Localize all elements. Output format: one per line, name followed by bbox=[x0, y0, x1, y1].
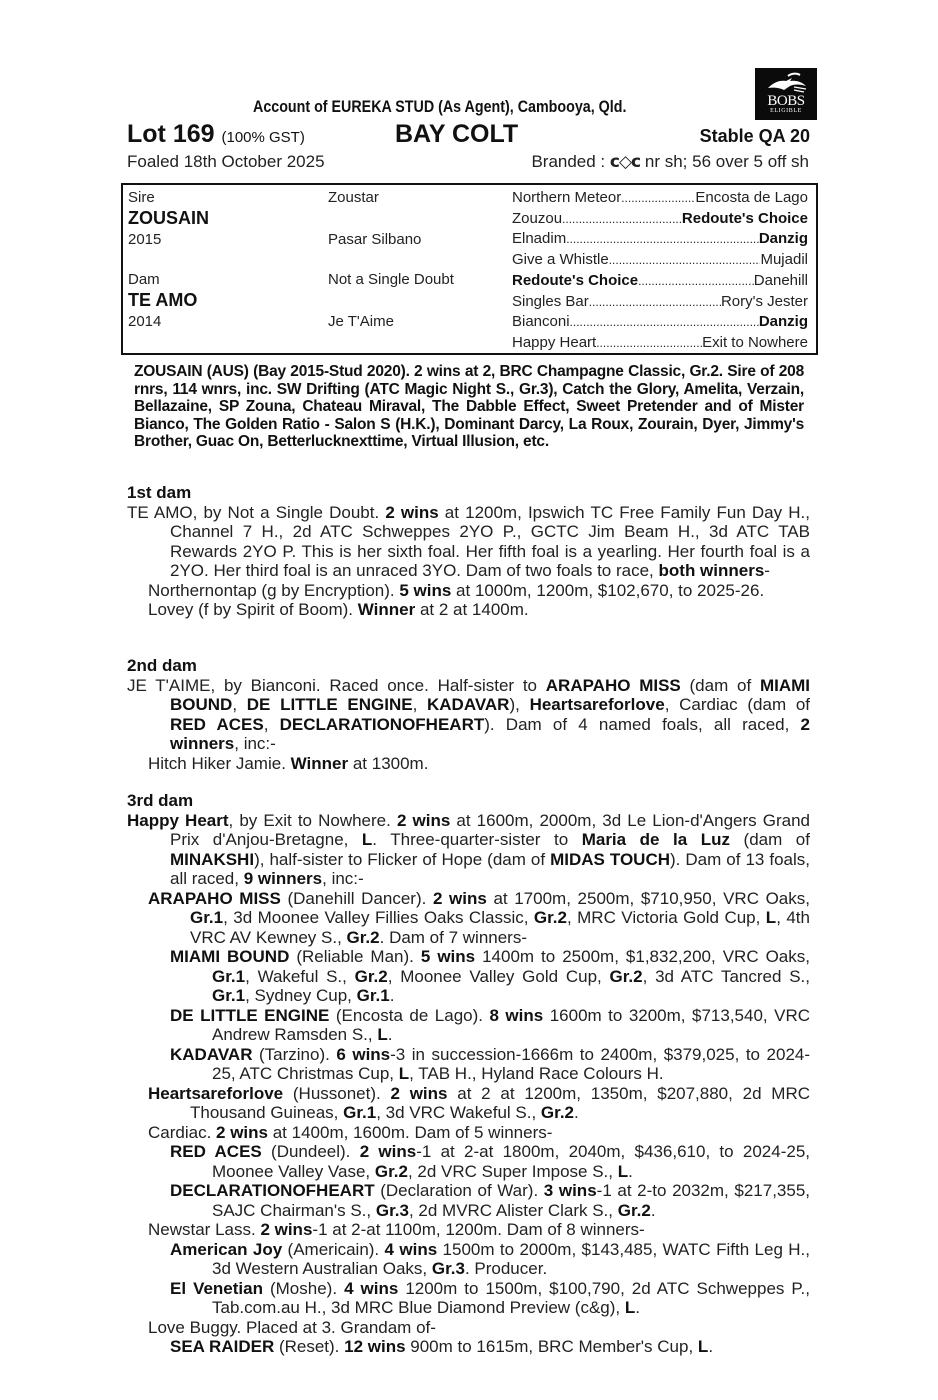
ancestor-row bbox=[512, 230, 808, 247]
progeny-entry: KADAVAR (Tarzino). 6 wins-3 in succession-1666m to 2400m, $379,025, to 2024-25, ATC Christmas Cup, L, TAB H., Hyland Race Colours H. bbox=[170, 1044, 811, 1083]
section-body bbox=[127, 811, 810, 1357]
ancestor-row bbox=[512, 293, 808, 310]
progeny-entry: MIAMI BOUND (Reliable Man). 5 wins 1400m to 2500m, $1,832,200, VRC Oaks, Gr.1, Wakeful S., Gr.2, Moonee Valley Gold Cup, Gr.2, 3d ATC Tancred S., Gr.1, Sydney Cup, Gr.1. bbox=[170, 947, 810, 1005]
progeny-entry: SEA RAIDER (Reset). 12 wins 900m to 1615m, BRC Member's Cup, L. bbox=[170, 1337, 714, 1356]
dam-year: 2014 bbox=[128, 313, 162, 330]
horse-description: BAY COLT bbox=[395, 120, 519, 148]
sire-name: ZOUSAIN bbox=[128, 208, 209, 228]
ancestor-name: Singles Bar bbox=[512, 292, 589, 310]
ancestor-row bbox=[512, 251, 808, 268]
sire-label: Sire bbox=[128, 189, 155, 206]
progeny-entry: Love Buggy. Placed at 3. Grandam of- bbox=[148, 1317, 436, 1337]
progeny-entry: American Joy (Americain). 4 wins 1500m to 2000m, $143,485, WATC Fifth Leg H., 3d Western Australian Oaks, Gr.3. Producer. bbox=[170, 1239, 810, 1278]
sire-dam: Pasar Silbano bbox=[328, 231, 422, 248]
progeny-entry: Northernontap (g by Encryption). 5 wins at 1000m, 1200m, $102,670, to 2025-26. bbox=[148, 580, 765, 600]
ancestor-name: Give a Whistle bbox=[512, 251, 609, 269]
dot-leader bbox=[566, 230, 759, 247]
ancestor-row bbox=[512, 210, 808, 227]
dam-dam: Je T'Aime bbox=[328, 313, 394, 330]
dam-name: TE AMO bbox=[128, 290, 198, 310]
ancestor-name: Happy Heart bbox=[512, 333, 597, 351]
ancestor-sire-name: Exit to Nowhere bbox=[702, 333, 808, 351]
sire-summary: ZOUSAIN (AUS) (Bay 2015-Stud 2020). 2 wins at 2, BRC Champagne Classic, Gr.2. Sire of 208 rnrs, 114 wnrs, inc. SW Drifting (ATC Magic Night S., Gr.3), Catch the Glory, Amelita, Verzain, Bellazaine, SP Zouna, Chateau Miraval, The Dabble Effect, Sweet Pretender and of Mister Bianco, The Golden Ratio - Salon S (H.K.), Dominant Darcy, La Roux, Zourain, Dyer, Jimmy's Brother, Guac On, Betterlucknexttime, Virtual Illusion, etc. bbox=[134, 363, 804, 450]
dam-sire: Not a Single Doubt bbox=[328, 271, 454, 288]
stable-number: Stable QA 20 bbox=[699, 126, 810, 146]
logo-text: BOBS bbox=[767, 93, 805, 109]
dot-leader bbox=[638, 272, 754, 289]
ancestor-sire-name: Danehill bbox=[753, 271, 808, 289]
progeny-entry: DECLARATIONOFHEART (Declaration of War). 3 wins-1 at 2-to 2032m, $217,355, SAJC Chairman's S., Gr.3, 2d MVRC Alister Clark S., Gr.2. bbox=[170, 1181, 811, 1220]
progeny-entry: Lovey (f by Spirit of Boom). Winner at 2 at 1400m. bbox=[148, 600, 529, 619]
ancestor-sire-name: Rory's Jester bbox=[720, 292, 808, 310]
dam-paragraph: Happy Heart, by Exit to Nowhere. 2 wins at 1600m, 2000m, 3d Le Lion-d'Angers Grand Prix d'Anjou-Bretagne, L. Three-quarter-sister to Maria de la Luz (dam of MINAKSHI), half-sister to Flicker of Hope (dam of MIDAS TOUCH). Dam of 13 foals, all raced, 9 winners, inc:- bbox=[127, 810, 810, 888]
section-heading: 3rd dam bbox=[127, 791, 194, 810]
vendor-account: Account of EUREKA STUD (As Agent), Cambooya, Qld. bbox=[253, 97, 627, 116]
sire-sire: Zoustar bbox=[328, 189, 379, 206]
ancestor-name: Zouzou bbox=[512, 209, 563, 227]
dam-paragraph: JE T'AIME, by Bianconi. Raced once. Half-sister to ARAPAHO MISS (dam of MIAMI BOUND, DE LITTLE ENGINE, KADAVAR), Heartsareforlove, Cardiac (dam of RED ACES, DECLARATIONOFHEART). Dam of 4 named foals, all raced, 2 winners, inc:- bbox=[127, 675, 811, 753]
section-2nd-dam bbox=[127, 656, 810, 773]
progeny-entry: DE LITTLE ENGINE (Encosta de Lago). 8 wins 1600m to 3200m, $713,540, VRC Andrew Ramsden S., L. bbox=[170, 1005, 811, 1044]
logo-subtext: ELIGIBLE bbox=[770, 108, 802, 114]
section-heading: 2nd dam bbox=[127, 656, 197, 675]
ancestor-name: Northern Meteor bbox=[512, 189, 622, 206]
dot-leader bbox=[609, 251, 761, 268]
progeny-entry: Hitch Hiker Jamie. Winner at 1300m. bbox=[148, 753, 429, 773]
ancestor-row bbox=[512, 313, 808, 330]
ancestor-sire-name: Danzig bbox=[758, 313, 808, 331]
ancestor-sire-name: Encosta de Lago bbox=[695, 189, 808, 206]
gst-note: (100% GST) bbox=[221, 129, 305, 146]
ancestor-sire-name: Danzig bbox=[758, 230, 808, 248]
section-body bbox=[127, 676, 810, 774]
bobs-eligible-logo bbox=[755, 68, 817, 120]
section-body bbox=[127, 503, 810, 620]
progeny-entry: Cardiac. 2 wins at 1400m, 1600m. Dam of 5 winners- bbox=[148, 1122, 553, 1142]
brand-glyph-icon: c◇c bbox=[609, 152, 641, 172]
branded-label: Branded : bbox=[531, 152, 606, 171]
section-heading: 1st dam bbox=[127, 483, 192, 502]
dot-leader bbox=[562, 210, 682, 227]
ancestor-sire-name: Redoute's Choice bbox=[681, 209, 808, 227]
lot-line bbox=[127, 120, 810, 150]
ancestor-name: Redoute's Choice bbox=[512, 271, 639, 289]
progeny-entry: ARAPAHO MISS (Danehill Dancer). 2 wins at 1700m, 2500m, $710,950, VRC Oaks, Gr.1, 3d Moonee Valley Fillies Oaks Classic, Gr.2, MRC Victoria Gold Cup, L, 4th VRC AV Kewney S., Gr.2. Dam of 7 winners- bbox=[148, 888, 810, 947]
ancestor-row bbox=[512, 334, 808, 351]
ancestor-name: Elnadim bbox=[512, 230, 567, 248]
branded-text: nr sh; 56 over 5 off sh bbox=[644, 152, 809, 171]
dot-leader bbox=[570, 313, 759, 330]
dot-leader bbox=[589, 293, 721, 310]
progeny-entry: Heartsareforlove (Hussonet). 2 wins at 2 at 1200m, 1350m, $207,880, 2d MRC Thousand Guineas, Gr.1, 3d VRC Wakeful S., Gr.2. bbox=[148, 1083, 810, 1122]
dam-label: Dam bbox=[128, 271, 160, 288]
brand-info bbox=[531, 152, 809, 172]
ancestor-sire-name: Mujadil bbox=[760, 251, 808, 269]
progeny-entry: RED ACES (Dundeel). 2 wins-1 at 2-at 1800m, 2040m, $436,610, to 2024-25, Moonee Valley Vase, Gr.2, 2d VRC Super Impose S., L. bbox=[170, 1142, 810, 1181]
dot-leader bbox=[596, 334, 702, 351]
lot-number bbox=[127, 120, 305, 149]
dam-paragraph: TE AMO, by Not a Single Doubt. 2 wins at 1200m, Ipswich TC Free Family Fun Day H., Channel 7 H., 2d ATC Schweppes 2YO P., GCTC Jim Beam H., 3d ATC TAB Rewards 2YO P. This is her sixth foal. Her fifth foal is a yearling. Her fourth foal is a 2YO. Her third foal is an unraced 3YO. Dam of two foals to race, both winners- bbox=[127, 502, 810, 580]
lot-label: Lot 169 bbox=[127, 120, 215, 148]
ancestor-name: Bianconi bbox=[512, 313, 570, 331]
progeny-entry: Newstar Lass. 2 wins-1 at 2-at 1100m, 1200m. Dam of 8 winners- bbox=[148, 1220, 645, 1239]
section-3rd-dam bbox=[127, 791, 810, 1357]
dot-leader bbox=[621, 189, 695, 206]
sire-year: 2015 bbox=[128, 231, 162, 248]
ancestor-row bbox=[512, 189, 808, 206]
ancestor-row bbox=[512, 272, 808, 289]
section-1st-dam bbox=[127, 483, 810, 620]
horse-head-icon bbox=[764, 72, 808, 94]
pedigree-table bbox=[121, 183, 818, 355]
foaled-date: Foaled 18th October 2025 bbox=[127, 152, 325, 171]
progeny-entry: El Venetian (Moshe). 4 wins 1200m to 1500m, $100,790, 2d ATC Schweppes P., Tab.com.au H., 3d MRC Blue Diamond Preview (c&g), L. bbox=[170, 1278, 810, 1317]
